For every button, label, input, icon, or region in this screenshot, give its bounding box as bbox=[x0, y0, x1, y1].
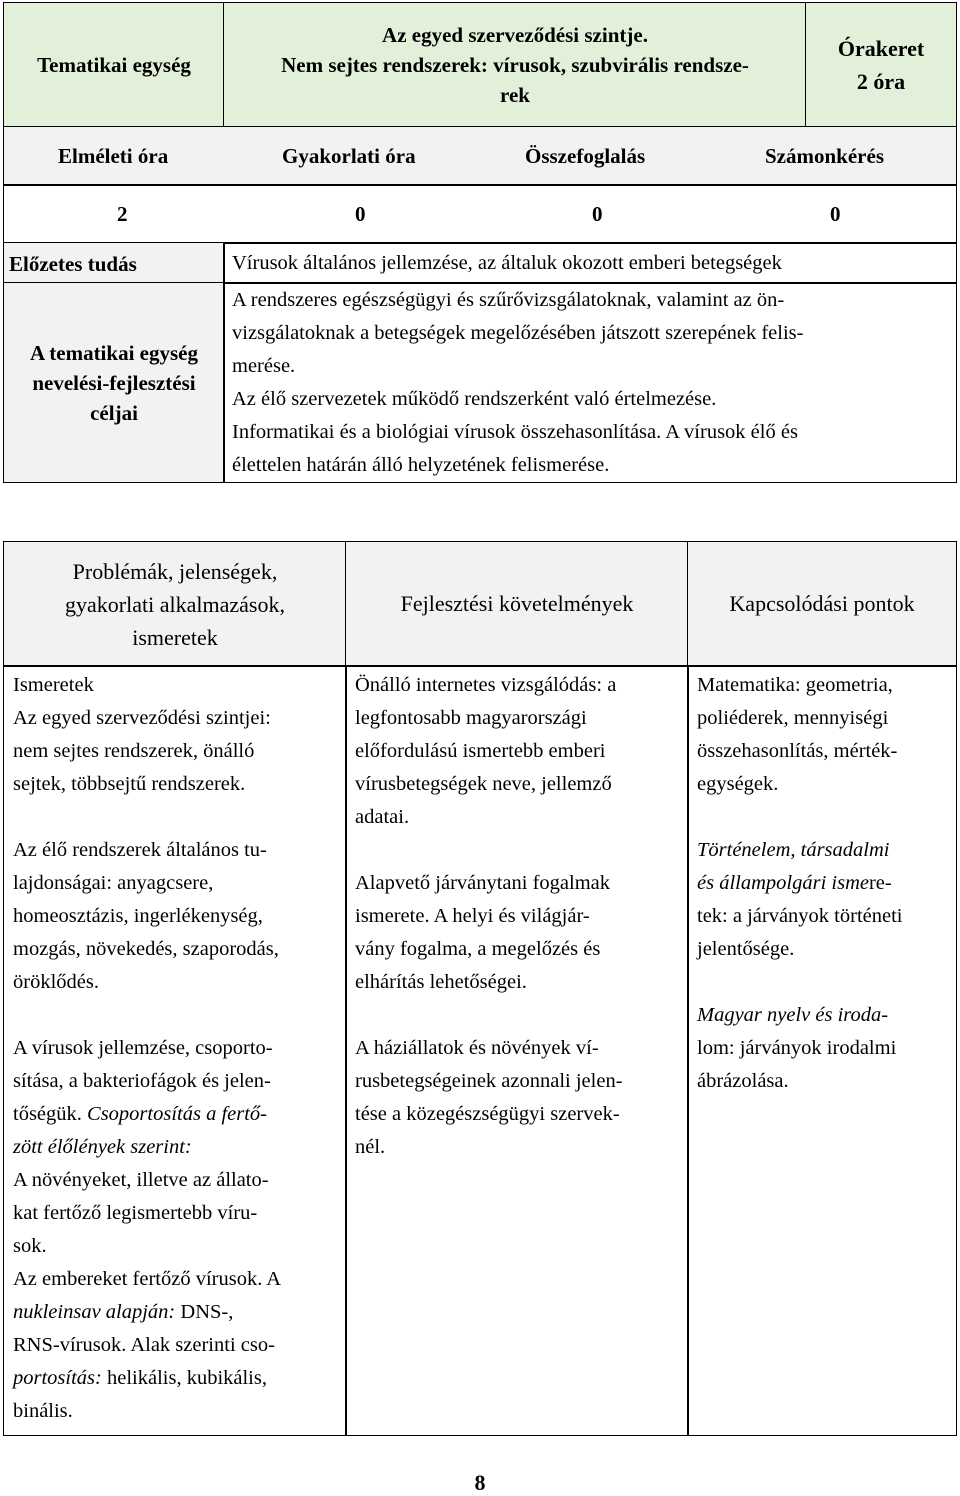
connections-body-cell bbox=[687, 665, 957, 1436]
text-line: tése a közegészségügyi szervek- bbox=[355, 1103, 620, 1125]
goals-line: merése. bbox=[232, 355, 296, 377]
text-line bbox=[697, 834, 956, 867]
text-line bbox=[13, 1098, 346, 1131]
text-run: - bbox=[881, 1004, 889, 1026]
requirements-body-cell bbox=[345, 665, 689, 1436]
text-run: tőségük. bbox=[13, 1103, 88, 1125]
text-line: előfordulású ismertebb emberi bbox=[355, 740, 606, 762]
text-line: sítása, a bakteriofágok és jelen- bbox=[13, 1070, 271, 1092]
theory-hours-value: 2 bbox=[117, 202, 128, 226]
text-line: RNS-vírusok. Alak szerinti cso- bbox=[13, 1334, 275, 1356]
problems-header-cell bbox=[3, 541, 347, 667]
text-line: egységek. bbox=[697, 773, 779, 795]
requirements-header: Fejlesztési követelmények bbox=[400, 591, 634, 616]
prior-knowledge-label: Előzetes tudás bbox=[9, 252, 137, 276]
text-run: DNS-, bbox=[175, 1301, 234, 1323]
italic-run: Történelem, társadalmi bbox=[697, 839, 890, 861]
problems-header-line: ismeretek bbox=[132, 624, 218, 650]
italic-run: zött élőlények szerint: bbox=[13, 1136, 192, 1158]
text-line: elhárítás lehetőségei. bbox=[355, 971, 527, 993]
text-line: lajdonságai: anyagcsere, bbox=[13, 872, 214, 894]
text-line: sejtek, többsejtű rendszerek. bbox=[13, 773, 246, 795]
prior-knowledge-text: Vírusok általános jellemzése, az általuk okozott emberi betegségek bbox=[232, 252, 782, 274]
topic-title-line: Az egyed szerveződési szintje. bbox=[382, 23, 648, 47]
assessment-hours-header: Számonkérés bbox=[765, 144, 884, 168]
goals-text-cell bbox=[223, 282, 957, 483]
text-line: legfontosabb magyarországi bbox=[355, 707, 587, 729]
text-line bbox=[13, 1296, 346, 1329]
italic-run: Csoportosítás a fertő- bbox=[87, 1103, 267, 1125]
text-run: helikális, kubikális, bbox=[101, 1367, 267, 1389]
hours-values-row bbox=[3, 184, 957, 244]
text-line: A növényeket, illetve az állato- bbox=[13, 1169, 269, 1191]
text-line bbox=[13, 1131, 346, 1164]
connections-header-cell bbox=[687, 541, 957, 667]
goals-label-line: A tematikai egység bbox=[30, 340, 198, 365]
text-line: mozgás, növekedés, szaporodás, bbox=[13, 938, 279, 960]
topic-title-cell bbox=[223, 2, 807, 128]
goals-label-cell bbox=[3, 282, 225, 483]
text-line: poliéderek, mennyiségi bbox=[697, 707, 889, 729]
italic-run: portosítás: bbox=[13, 1367, 102, 1389]
goals-line: Az élő szervezetek működő rendszerként való értelmezése. bbox=[232, 388, 717, 410]
text-line: nél. bbox=[355, 1136, 386, 1158]
text-line: homeosztázis, ingerlékenység, bbox=[13, 905, 263, 927]
prior-knowledge-text-cell bbox=[223, 242, 957, 284]
text-line: Az élő rendszerek általános tu- bbox=[13, 839, 267, 861]
summary-hours-value: 0 bbox=[592, 202, 603, 226]
hours-frame-cell bbox=[805, 2, 957, 128]
page-number: 8 bbox=[474, 1470, 486, 1495]
text-line: ismerete. A helyi és világjár- bbox=[355, 905, 590, 927]
text-line: Önálló internetes vizsgálódás: a bbox=[355, 674, 617, 696]
connections-header: Kapcsolódási pontok bbox=[729, 591, 915, 616]
goals-line: A rendszeres egészségügyi és szűrővizsgálatoknak, valamint az ön- bbox=[232, 289, 785, 311]
problems-body-cell bbox=[3, 665, 347, 1436]
text-line: Az egyed szerveződési szintjei: bbox=[13, 707, 271, 729]
hours-frame-value: 2 óra bbox=[856, 69, 906, 94]
text-line: vány fogalma, a megelőzés és bbox=[355, 938, 601, 960]
goals-label-line: céljai bbox=[90, 400, 138, 425]
text-run: re- bbox=[868, 872, 892, 894]
problems-header-line: gyakorlati alkalmazások, bbox=[65, 591, 285, 617]
topic-title-line: rek bbox=[500, 83, 530, 107]
practice-hours-header: Gyakorlati óra bbox=[282, 144, 416, 168]
prior-knowledge-label-cell bbox=[3, 242, 225, 284]
text-line: sok. bbox=[13, 1235, 47, 1257]
italic-run: nukleinsav alapján: bbox=[13, 1301, 176, 1323]
text-line: A háziállatok és növények ví- bbox=[355, 1037, 599, 1059]
text-line: rusbetegségeinek azonnali jelen- bbox=[355, 1070, 623, 1092]
text-line bbox=[697, 999, 956, 1032]
text-line: adatai. bbox=[355, 806, 410, 828]
text-line: öröklődés. bbox=[13, 971, 99, 993]
theory-hours-header: Elméleti óra bbox=[58, 144, 169, 168]
text-line: Az embereket fertőző vírusok. A bbox=[13, 1268, 282, 1290]
text-line bbox=[13, 1362, 346, 1395]
text-line: lom: járványok irodalmi bbox=[697, 1037, 897, 1059]
assessment-hours-value: 0 bbox=[830, 202, 841, 226]
topic-title-line: Nem sejtes rendszerek: vírusok, szubvirális rendsze- bbox=[281, 53, 749, 77]
text-line: vírusbetegségek neve, jellemző bbox=[355, 773, 612, 795]
text-line: tek: a járványok történeti bbox=[697, 905, 903, 927]
goals-line: Informatikai és a biológiai vírusok összehasonlítása. A vírusok élő és bbox=[232, 421, 798, 443]
text-line: Alapvető járványtani fogalmak bbox=[355, 872, 611, 894]
italic-run: és állampolgári isme bbox=[697, 872, 869, 894]
text-line: kat fertőző legismertebb víru- bbox=[13, 1202, 258, 1224]
italic-run: Magyar nyelv és iroda bbox=[697, 1004, 882, 1026]
text-line bbox=[697, 867, 956, 900]
topic-label: Tematikai egység bbox=[37, 53, 191, 77]
problems-header-line: Problémák, jelenségek, bbox=[72, 558, 278, 584]
practice-hours-value: 0 bbox=[355, 202, 366, 226]
hours-header-row bbox=[3, 126, 957, 186]
text-line: Matematika: geometria, bbox=[697, 674, 893, 696]
topic-label-cell bbox=[3, 2, 225, 128]
text-line: A vírusok jellemzése, csoporto- bbox=[13, 1037, 273, 1059]
text-line: ábrázolása. bbox=[697, 1070, 789, 1092]
text-line: binális. bbox=[13, 1400, 73, 1422]
requirements-header-cell bbox=[345, 541, 689, 667]
goals-label-line: nevelési-fejlesztési bbox=[32, 370, 196, 395]
text-line: összehasonlítás, mérték- bbox=[697, 740, 898, 762]
text-line: jelentősége. bbox=[697, 938, 795, 960]
goals-line: élettelen határán álló helyzetének felismerése. bbox=[232, 454, 610, 476]
text-line: nem sejtes rendszerek, önálló bbox=[13, 740, 255, 762]
text-line: Ismeretek bbox=[13, 674, 94, 696]
summary-hours-header: Összefoglalás bbox=[525, 144, 646, 168]
goals-line: vizsgálatoknak a betegségek megelőzésében játszott szerepének felis- bbox=[232, 322, 804, 344]
hours-frame-label: Órakeret bbox=[837, 36, 925, 61]
